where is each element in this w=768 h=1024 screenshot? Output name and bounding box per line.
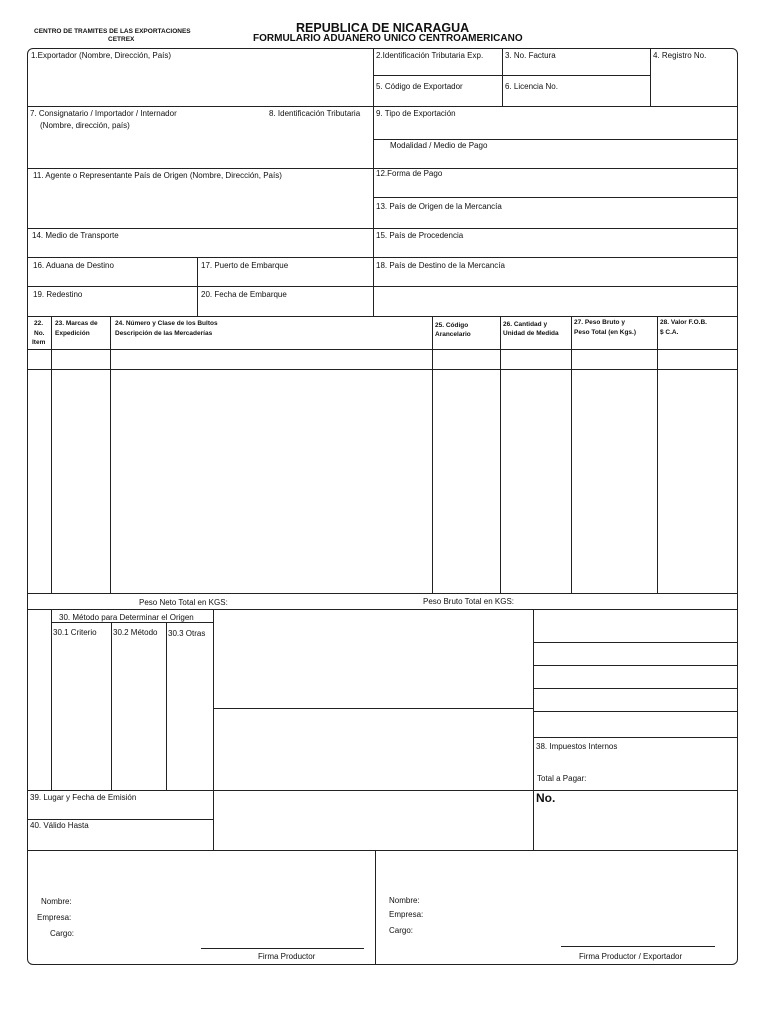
destination-country-field[interactable]: 18. País de Destino de la Mercancía [376, 261, 505, 270]
producer-signature-label: Firma Productor [258, 952, 316, 961]
exporter-field[interactable]: 1.Exportador (Nombre, Dirección, País) [31, 51, 172, 60]
registry-number-field[interactable]: 4. Registro No. [653, 51, 707, 60]
line [533, 642, 738, 643]
signature-line [201, 948, 364, 949]
col-header-quantity: Unidad de Medida [503, 330, 559, 337]
transport-field[interactable]: 14. Medio de Transporte [32, 231, 119, 240]
payment-modality-field[interactable]: Modalidad / Medio de Pago [390, 141, 488, 150]
line [533, 737, 738, 738]
origin-metodo-field[interactable]: 30.2 Método [113, 628, 158, 637]
line [27, 257, 738, 258]
gross-weight-total-label: Peso Bruto Total en KGS: [423, 597, 515, 606]
producer-company-label: Empresa: [37, 913, 72, 922]
line [213, 609, 214, 850]
invoice-number-field[interactable]: 3. No. Factura [505, 51, 556, 60]
exporter-code-field[interactable]: 5. Código de Exportador [376, 82, 463, 91]
line [373, 139, 738, 140]
line [27, 286, 738, 287]
origin-otras-field[interactable]: 30.3 Otras [168, 629, 206, 638]
consignee-field-hint: (Nombre, dirección, país) [40, 121, 130, 130]
line [51, 609, 52, 790]
net-weight-total-label: Peso Neto Total en KGS: [139, 598, 228, 607]
line [373, 48, 374, 316]
line [571, 316, 572, 593]
line [500, 316, 501, 593]
line [373, 75, 650, 76]
col-header-tariff-code: Arancelario [435, 331, 471, 338]
col-header-item: 22. [34, 320, 44, 327]
page-title: REPUBLICA DE NICARAGUA [296, 21, 470, 35]
org-name-line2: CETREX [108, 36, 135, 43]
agent-field[interactable]: 11. Agente o Representante País de Origen (Nombre, Dirección, País) [33, 171, 282, 180]
col-header-gross-weight: Peso Total (en Kgs.) [574, 329, 636, 336]
col-header-gross-weight: 27. Peso Bruto y [574, 319, 625, 326]
producer-position-label: Cargo: [50, 929, 75, 938]
page-subtitle: FORMULARIO ADUANERO UNICO CENTROAMERICANO [253, 33, 523, 44]
consignee-field[interactable]: 7. Consignatario / Importador / Internador [30, 109, 177, 118]
line [375, 850, 376, 965]
col-header-fob-value: $ C.A. [660, 329, 679, 336]
redestination-field[interactable]: 19. Redestino [33, 290, 83, 299]
col-header-description: Descripción de las Mercaderías [115, 330, 213, 337]
col-header-fob-value: 28. Valor F.O.B. [660, 319, 707, 326]
line [533, 688, 738, 689]
line [27, 593, 738, 594]
line [197, 257, 198, 316]
exporter-tax-id-field[interactable]: 2.Identificación Tributaria Exp. [376, 51, 484, 60]
line [533, 665, 738, 666]
provenance-country-field[interactable]: 15. País de Procedencia [376, 231, 464, 240]
line [111, 622, 112, 790]
line [650, 48, 651, 106]
exporter-name-label: Nombre: [389, 896, 420, 905]
form-frame [27, 48, 738, 965]
col-header-description: 24. Número y Clase de los Bultos [115, 320, 218, 327]
exporter-signature-label: Firma Productor / Exportador [579, 952, 683, 961]
col-header-marks: Expedición [55, 330, 90, 337]
line [166, 622, 167, 790]
col-header-item: No. [34, 330, 45, 337]
license-number-field[interactable]: 6. Licencia No. [505, 82, 558, 91]
line [502, 48, 503, 106]
line [657, 316, 658, 593]
emission-place-date-field[interactable]: 39. Lugar y Fecha de Emisión [30, 793, 137, 802]
col-header-marks: 23. Marcas de [55, 320, 98, 327]
producer-name-label: Nombre: [41, 897, 72, 906]
total-to-pay-field[interactable]: Total a Pagar: [537, 774, 587, 783]
line [51, 622, 213, 623]
line [27, 790, 738, 791]
line [27, 609, 738, 610]
line [27, 106, 738, 107]
payment-form-field[interactable]: 12.Forma de Pago [376, 169, 443, 178]
col-header-item: Item [32, 339, 46, 346]
line [373, 197, 738, 198]
valid-until-field[interactable]: 40. Válido Hasta [30, 821, 89, 830]
exporter-position-label: Cargo: [389, 926, 414, 935]
internal-taxes-field[interactable]: 38. Impuestos Internos [536, 742, 618, 751]
line [51, 316, 52, 593]
org-name-line1: CENTRO DE TRAMITES DE LAS EXPORTACIONES [34, 28, 191, 35]
line [432, 316, 433, 593]
line [533, 609, 534, 850]
document-number-label: No. [536, 791, 556, 805]
exporter-company-label: Empresa: [389, 910, 424, 919]
line [27, 819, 213, 820]
line [27, 850, 738, 851]
line [27, 228, 738, 229]
line [27, 349, 738, 350]
line [27, 316, 738, 317]
consignee-tax-id-field[interactable]: 8. Identificación Tributaria [269, 109, 361, 118]
signature-line [561, 946, 715, 947]
destination-customs-field[interactable]: 16. Aduana de Destino [33, 261, 114, 270]
col-header-quantity: 26. Cantidad y [503, 321, 548, 328]
line [110, 316, 111, 593]
origin-method-title: 30. Método para Determinar el Origen [59, 613, 194, 622]
origin-criterio-field[interactable]: 30.1 Criterio [53, 628, 97, 637]
boarding-port-field[interactable]: 17. Puerto de Embarque [201, 261, 289, 270]
boarding-date-field[interactable]: 20. Fecha de Embarque [201, 290, 287, 299]
line [213, 708, 533, 709]
origin-country-field[interactable]: 13. País de Origen de la Mercancía [376, 202, 502, 211]
export-type-field[interactable]: 9. Tipo de Exportación [376, 109, 456, 118]
line [27, 369, 738, 370]
col-header-tariff-code: 25. Código [435, 322, 469, 329]
line [533, 711, 738, 712]
